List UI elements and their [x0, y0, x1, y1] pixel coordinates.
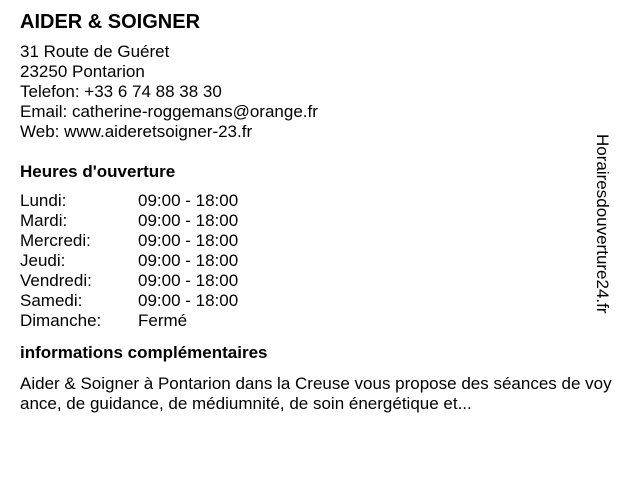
hours-time: 09:00 - 18:00: [138, 231, 239, 250]
address-city: 23250 Pontarion: [20, 62, 145, 81]
hours-time: 09:00 - 18:00: [138, 211, 239, 230]
opening-hours-table: [20, 191, 620, 331]
email-line: Email: catherine-roggemans@orange.fr: [20, 102, 318, 121]
web-line: Web: www.aideretsoigner-23.fr: [20, 122, 253, 141]
hours-row-friday: [20, 271, 620, 291]
phone-line: Telefon: +33 6 74 88 38 30: [20, 82, 222, 101]
business-card: [20, 10, 620, 414]
hours-day: Lundi:: [20, 191, 67, 210]
hours-day: Mardi:: [20, 211, 68, 230]
hours-time: 09:00 - 18:00: [138, 271, 239, 290]
hours-row-saturday: [20, 291, 620, 311]
additional-info-heading: informations complémentaires: [20, 343, 268, 362]
hours-row-thursday: [20, 251, 620, 271]
hours-row-monday: [20, 191, 620, 211]
hours-row-tuesday: [20, 211, 620, 231]
hours-time: 09:00 - 18:00: [138, 291, 239, 310]
hours-day: Vendredi:: [20, 271, 92, 290]
hours-day: Mercredi:: [20, 231, 91, 250]
hours-time: Fermé: [138, 311, 188, 330]
additional-info-text: Aider & Soigner à Pontarion dans la Creuse vous propose des séances de voyance, de guidance, de médiumnité, de soin énergétique et...: [20, 374, 612, 413]
hours-day: Jeudi:: [20, 251, 66, 270]
hours-row-wednesday: [20, 231, 620, 251]
opening-hours-heading: Heures d'ouverture: [20, 162, 176, 181]
hours-day: Dimanche:: [20, 311, 102, 330]
hours-time: 09:00 - 18:00: [138, 251, 239, 270]
hours-time: 09:00 - 18:00: [138, 191, 239, 210]
address-street: 31 Route de Guéret: [20, 42, 170, 61]
hours-row-sunday: [20, 311, 620, 331]
business-name: AIDER & SOIGNER: [20, 11, 201, 33]
site-watermark: Horairesdouverture24.fr: [593, 134, 612, 314]
hours-day: Samedi:: [20, 291, 83, 310]
